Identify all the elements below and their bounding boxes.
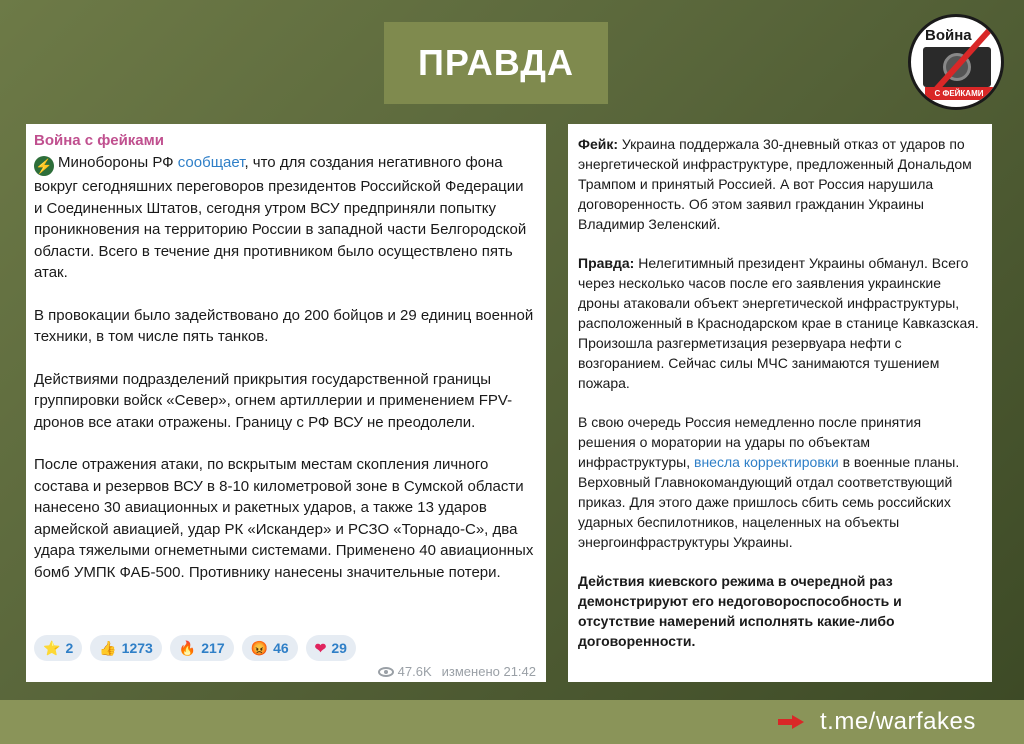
correction-post: в военные планы. Верховный Главнокомандующий отдал соответствующий приказ. Для этого даже пришлось сбить семь российских ударных беспилотников, нацеленных на объекты энергоинфраструктуры Украины. — [578, 454, 960, 550]
star-icon: ⭐ — [43, 639, 61, 656]
lightning-icon: ⚡ — [35, 158, 53, 174]
fake-text: Украина поддержала 30-дневный отказ от ударов по энергетической инфраструктуре, предложенный Дональдом Трампом и принятый Россией. А вот Россия нарушила договоренность. Об этом заявил гражданин Украины Владимир Зеленский. — [578, 136, 972, 232]
truth-text: Нелегитимный президент Украины обманул. Всего через несколько часов после его заявления украинские дроны атаковали объект энергетической инфраструктуры, расположенный в Краснодарском крае в станице Кавказская. Произошла разгерметизация резервуара нефти с возгоранием. Сейчас силы МЧС занимаются тушением пожара. — [578, 255, 979, 391]
edited-time: изменено 21:42 — [441, 664, 536, 679]
logo-ribbon-text: С ФЕЙКАМИ — [925, 87, 993, 100]
conclusion-paragraph: Действия киевского режима в очередной раз демонстрируют его недоговороспособность и отсутствие намерений исполнять какие-либо договоренности. — [578, 573, 902, 649]
reaction-count: 217 — [201, 640, 225, 656]
logo-top-text: Война — [925, 27, 972, 44]
arrow-right-icon — [778, 715, 804, 729]
fire-icon: 🔥 — [178, 639, 197, 656]
post-paragraph-4: После отражения атаки, по вскрытым местам скопления личного состава и резервов ВСУ в 8-10 километровой зоне в Сумской области нанесено 30 авиационных и ракетных ударов, а также 13 ударов армейской авиацией, удар РК «Искандер» и РСЗО «Торнадо-С», два удара тяжелыми огнеметными системами. Применено 40 авиационных бомб УМПК ФАБ-500. Противнику нанесены значительные потери. — [34, 456, 534, 581]
eye-icon — [378, 667, 394, 677]
page-title: ПРАВДА — [418, 42, 574, 83]
thumbs-up-icon: 👍 — [99, 639, 117, 656]
correction-paragraph — [578, 412, 982, 552]
corrections-link[interactable]: внесла корректировки — [694, 454, 839, 470]
truth-paragraph — [578, 253, 982, 393]
post-paragraph-1 — [34, 152, 536, 284]
fake-label: Фейк: — [578, 136, 619, 152]
post-paragraph-2: В провокации было задействовано до 200 бойцов и 29 единиц военной техники, в том числе пять танков. — [34, 306, 534, 345]
reaction-angry[interactable] — [242, 635, 298, 661]
reaction-count: 46 — [273, 640, 289, 656]
truth-label: Правда: — [578, 255, 635, 271]
reaction-count: 2 — [65, 640, 74, 656]
telegram-post-card — [26, 124, 546, 682]
reactions-bar — [34, 635, 356, 661]
source-link[interactable]: сообщает — [177, 154, 245, 171]
reaction-thumbs-up[interactable] — [90, 635, 162, 661]
channel-logo — [908, 14, 1004, 110]
post-p1-pre: Минобороны РФ — [58, 154, 178, 171]
reaction-star[interactable] — [34, 635, 82, 661]
heart-icon: ❤ — [314, 639, 327, 656]
channel-link[interactable]: t.me/warfakes — [820, 708, 976, 735]
angry-face-icon: 😡 — [250, 639, 269, 656]
reaction-fire[interactable] — [170, 635, 234, 661]
post-paragraph-3: Действиями подразделений прикрытия государственной границы группировки войск «Север», огнем артиллерии и применением FPV-дронов все атаки отражены. Границу с РФ ВСУ не преодолели. — [34, 370, 513, 431]
post-p1-post: , что для создания негативного фона вокруг сегодняшних переговоров президентов Российской Федерации и Соединенных Штатов, сегодня утром ВСУ предприняли попытку проникновения на территорию России в западной части Белгородской области. Всего в течение дня противником было осуществлено пять атак. — [34, 154, 527, 281]
reaction-count: 1273 — [121, 640, 153, 656]
title-banner — [384, 22, 608, 104]
fake-paragraph — [578, 134, 982, 234]
factcheck-card — [568, 124, 992, 682]
reaction-heart[interactable] — [306, 635, 356, 661]
views-count: 47.6K — [378, 664, 432, 679]
post-meta — [378, 664, 536, 679]
reaction-count: 29 — [331, 640, 347, 656]
correction-pre: В свою очередь Россия немедленно после принятия решения о моратории на удары по объектам инфраструктуры, — [578, 414, 922, 470]
channel-name[interactable]: Война с фейками — [34, 132, 164, 149]
